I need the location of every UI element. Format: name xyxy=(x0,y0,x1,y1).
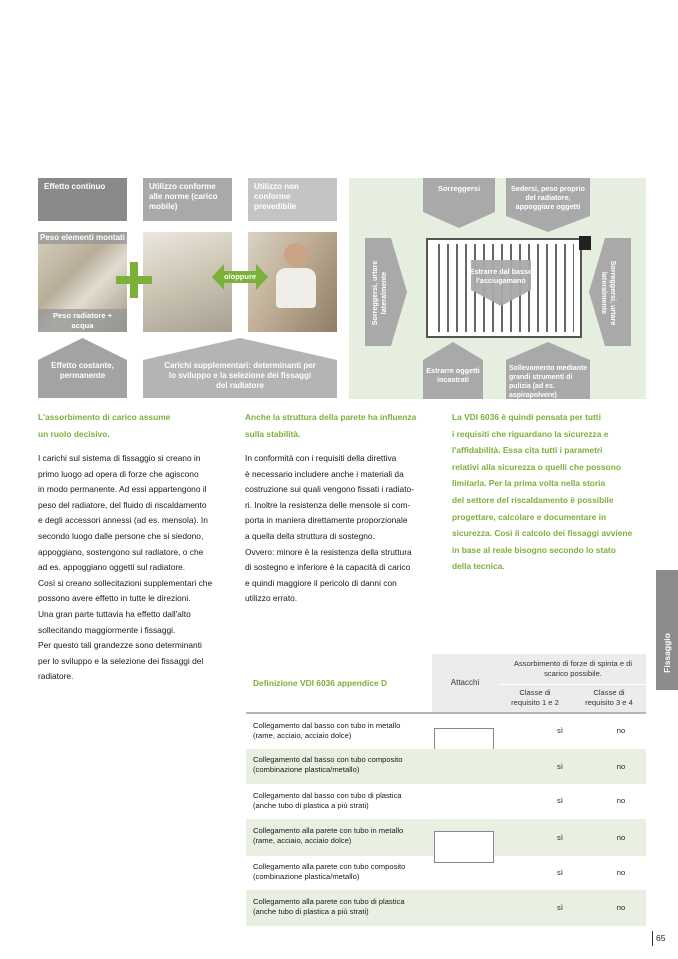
text-line: porta in maniera direttamente proporzionale xyxy=(245,515,408,526)
text-line: Per questo tali grandezze sono determinanti xyxy=(38,640,202,651)
text-line: La VDI 6036 è quindi pensata per tutti xyxy=(452,412,601,422)
heading-line: un ruolo decisivo. xyxy=(38,429,110,439)
value-class-2: no xyxy=(616,796,626,805)
bottom-label-supplementari: Carichi supplementari: determinanti per lo sviluppo e la selezione dei fissaggi del radiatore xyxy=(164,361,316,390)
value-class-2: no xyxy=(616,903,626,912)
label-bottom-left: Estrarre oggetti incastrati xyxy=(426,366,480,384)
label-bottom-right: Sollevamento mediante grandi strumenti di pulizia (ad es. aspirapolvere) xyxy=(509,365,588,399)
text-line: peso del radiatore, del fluido di riscaldamento xyxy=(38,499,207,510)
heading-line: Anche la struttura della parete ha influenza xyxy=(245,412,417,422)
text-line: è necessario includere anche i materiali da xyxy=(245,468,404,479)
text-line: in base al reale bisogno secondo lo stato xyxy=(452,544,616,555)
text-line: progettare, calcolare e documentare in xyxy=(452,511,607,522)
text-line: sicurezza. Così il calcolo dei fissaggi avviene xyxy=(452,528,633,539)
row-label: Collegamento dal basso con tubo in metallo xyxy=(253,721,401,730)
bottom-label-permanent: Effetto costante, permanente xyxy=(51,361,114,380)
text-line: appoggiano, sostengono sul radiatore, o che xyxy=(38,546,204,557)
text-line: Così si creano sollecitazioni supplementari che xyxy=(38,577,213,588)
text-line: ri. Inoltre la resistenza delle mensole si com- xyxy=(245,499,411,510)
box-effetto-continuo xyxy=(38,178,127,221)
text-line: di sostegno e inferiore è la capacità di carico xyxy=(245,562,411,573)
text-line: i requisiti che riguardano la sicurezza e xyxy=(452,428,609,439)
table-title: Definizione VDI 6036 appendice D xyxy=(253,678,388,688)
value-class-2: no xyxy=(616,833,626,842)
text-line: Ovvero: minore è la resistenza della struttura xyxy=(245,546,412,557)
label: Utilizzo conforme alle norme (carico mobile) xyxy=(149,182,218,211)
label-right-side: Sorreggersi, urtare lateralmente xyxy=(600,260,618,326)
row-label: Collegamento alla parete con tubo composito xyxy=(253,862,406,871)
heading-line: sulla stabilità. xyxy=(245,429,301,439)
text-line: l'affidabilità. Essa cita tutti i parametri xyxy=(452,445,603,456)
value-class-2: no xyxy=(616,762,626,771)
group-header: Assorbimento di forze di spinta e di scarico possibile. xyxy=(513,659,633,678)
row-label-sub: (anche tubo di plastica a più strati) xyxy=(253,907,369,916)
box-utilizzo-conforme xyxy=(143,178,232,221)
value-class-1: sì xyxy=(557,868,563,877)
side-tab-label: Fissaggio xyxy=(662,633,672,673)
right-diagram xyxy=(349,178,646,399)
value-class-1: sì xyxy=(557,833,563,842)
box-utilizzo-non-conforme xyxy=(248,178,337,221)
peso-radiatore-label xyxy=(38,309,127,332)
side-tab xyxy=(656,570,678,690)
peso-label xyxy=(38,232,127,244)
table-row xyxy=(246,890,646,926)
value-class-1: sì xyxy=(557,762,563,771)
person-body xyxy=(276,268,316,308)
row-label: Collegamento dal basso con tubo di plastica xyxy=(253,791,402,800)
text-line: Una gran parte tuttavia ha effetto dall'alto xyxy=(38,608,191,619)
label-center: Estrarre dal basso l'asciugamano xyxy=(469,267,533,285)
value-class-2: no xyxy=(616,726,626,735)
oppure-label: o/oppure xyxy=(223,272,257,281)
value-class-1: sì xyxy=(557,796,563,805)
column-2 xyxy=(245,409,445,607)
row-label: Collegamento dal basso con tubo composito xyxy=(253,755,403,764)
col-attacchi: Attacchi xyxy=(450,678,480,687)
col1-body xyxy=(38,451,238,685)
heading-line: L'assorbimento di carico assume xyxy=(38,412,171,422)
row-label: Collegamento alla parete con tubo in metallo xyxy=(253,826,404,835)
row-label-sub: (combinazione plastica/metallo) xyxy=(253,872,360,881)
text-line: ad es. appoggiano oggetti sul radiatore. xyxy=(38,562,186,573)
row-label-sub: (rame, acciaio, acciaio dolce) xyxy=(253,731,352,740)
text-line: della tecnica. xyxy=(452,561,505,572)
label-top-left: Sorreggersi xyxy=(437,184,481,193)
text-line: relativi alla sicurezza o quelli che possono xyxy=(452,461,621,472)
text-line: e quindi maggiore il pericolo di danni con xyxy=(245,577,397,588)
text-line: e degli accessori annessi (ad es. mensola). In xyxy=(38,515,208,526)
page-number-rule xyxy=(652,931,653,946)
table-row xyxy=(246,856,646,890)
value-class-2: no xyxy=(616,868,626,877)
table-row xyxy=(246,749,646,784)
plus-icon xyxy=(114,260,154,300)
text-line: per lo sviluppo e la selezione dei fissaggi del xyxy=(38,655,204,666)
text-line: In conformità con i requisiti della direttiva xyxy=(245,453,397,463)
radiator-valve-icon xyxy=(579,236,591,250)
person-figure xyxy=(284,243,308,267)
value-class-1: sì xyxy=(557,726,563,735)
table-row xyxy=(246,714,646,749)
peso-radiatore-text: Peso radiatore + acqua xyxy=(52,311,113,330)
column-3 xyxy=(452,409,652,575)
text-line: del settore del riscaldamento è possibile xyxy=(452,494,614,505)
row-label-sub: (anche tubo di plastica a più strati) xyxy=(253,801,369,810)
header-divider xyxy=(500,684,646,685)
label-left-side: Sorreggersi, urtare lateralmente xyxy=(370,260,388,326)
table-row xyxy=(246,784,646,819)
text-line: utilizzo errato. xyxy=(245,593,298,604)
peso-text: Peso elementi montati xyxy=(40,233,125,242)
text-line: primo luogo ad opera di forze che agiscono xyxy=(38,468,199,479)
text-line: possono avere effetto in tutte le direzioni. xyxy=(38,593,191,604)
class-2-header: Classe di requisito 3 e 4 xyxy=(585,688,633,707)
col2-heading xyxy=(245,409,445,443)
row-label-sub: (rame, acciaio, acciaio dolce) xyxy=(253,836,352,845)
col1-heading xyxy=(38,409,238,443)
label: Effetto continuo xyxy=(44,182,106,191)
text-line: limitarla. Per la prima volta nella storia xyxy=(452,478,606,489)
row-label-sub: (combinazione plastica/metallo) xyxy=(253,765,360,774)
text-line: radiatore. xyxy=(38,671,74,682)
text-line: a quella della struttura di sostegno. xyxy=(245,530,375,541)
text-line: costruzione sui quali vengono fissati i radiato- xyxy=(245,484,414,495)
col2-body xyxy=(245,451,445,607)
table-row xyxy=(246,819,646,856)
label-top-right: Sedersi, peso proprio del radiatore, appoggiare oggetti xyxy=(511,184,585,211)
text-line: secondo luogo dalle persone che si siedono, xyxy=(38,530,204,541)
text-line: I carichi sul sistema di fissaggio si creano in xyxy=(38,453,201,463)
column-1 xyxy=(38,409,238,685)
value-class-1: sì xyxy=(557,903,563,912)
text-line: sollecitando maggiormente i fissaggi. xyxy=(38,624,176,635)
text-line: in modo permanente. Ad essi appartengono il xyxy=(38,484,207,495)
label: Utilizzo non conforme prevedibile xyxy=(254,182,299,211)
class-1-header: Classe di requisito 1 e 2 xyxy=(511,688,559,707)
page-number: 65 xyxy=(656,933,666,943)
row-label: Collegamento alla parete con tubo di plastica xyxy=(253,897,405,906)
